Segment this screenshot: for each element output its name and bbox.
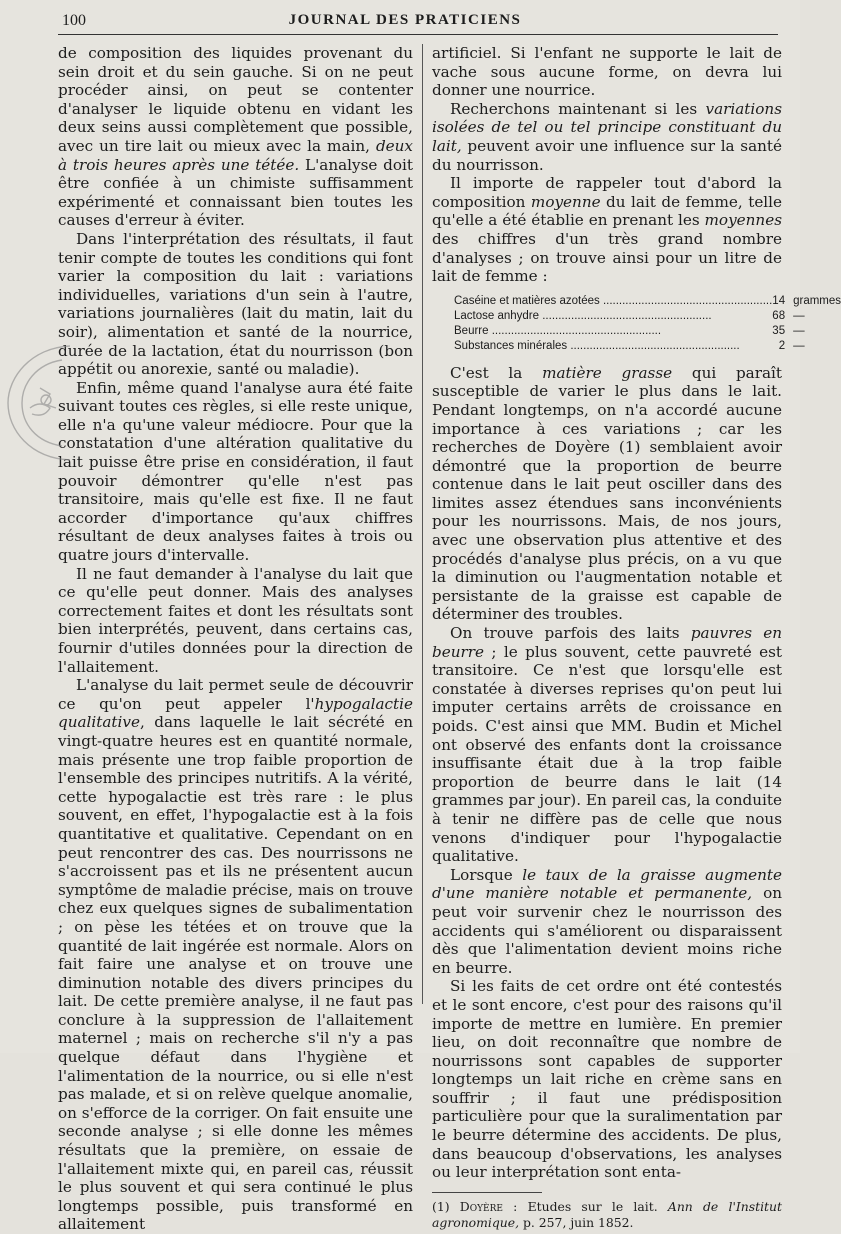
paragraph: Lorsque le taux de la graisse augmente d'une manière notable et permanente, on peut voir survenir chez le nourrisson des accidents qui s'améliorent ou disparaissent dès que l'alimentation devient moins riche en beurre. xyxy=(432,865,783,977)
component-name: Substances minérales xyxy=(454,339,568,352)
paragraph: Il ne faut demander à l'analyse du lait que ce qu'elle peut donner. Mais des analyses correctement faites et dont les résultats sont bien interprétés, peuvent, dans certains cas, fournir d'utiles données pour la direction de l'allaitement. xyxy=(58,564,413,676)
paragraph: Si les faits de cet ordre ont été contestés et le sont encore, c'est pour des raisons qu'il importe de mettre en lumière. En premier lieu, on doit reconnaître que nombre de nourrissons sont capables de supporter longtemps un lait riche en crème sans en souffrir ; il faut une prédisposition particulière pour que la suralimentation par le beurre détermine des accidents. De plus, dans beaucoup d'observations, les analyses ou leur interprétation sont enta- xyxy=(432,977,782,1182)
paragraph: artificiel. Si l'enfant ne supporte le lait de vache sous aucune forme, on devra lui donner une nourrice. xyxy=(432,44,782,100)
component-unit: grammes xyxy=(793,294,841,307)
header-rule xyxy=(58,34,778,35)
table-row xyxy=(454,324,841,339)
paragraph: Dans l'interprétation des résultats, il faut tenir compte de toutes les conditions qui font varier la composition du lait : variations individuelles, variations d'un sein à l'autre, variations journalières (lait du matin, lait du soir), alimentation et santé de la nourrice, durée de la lactation, état du nourrisson (bon appétit ou anorexie, santé ou maladie). xyxy=(58,229,413,379)
left-column xyxy=(58,44,413,1234)
library-stamp-icon xyxy=(0,338,80,468)
component-unit: — xyxy=(793,339,805,352)
table-row xyxy=(454,309,841,324)
page-header xyxy=(40,8,770,34)
component-name: Caséine et matières azotées xyxy=(454,294,600,307)
component-value: 35 xyxy=(772,324,786,337)
table-row xyxy=(454,339,841,354)
paragraph: C'est la matière grasse qui paraît susceptible de varier le plus dans le lait. Pendant longtemps, on n'a accordé aucune importance à ces variations ; car les recherches de Doyère (1) semblaient avoir démontré que la proportion de beurre contenue dans le lait peut osciller dans des limites assez étendues sans inconvénients pour les nourrissons. Mais, de nos jours, avec une observation plus attentive et des procédés d'analyse plus précis, on a vu que la diminution ou l'augmentation notable et persistante de la graisse est capable de déterminer des troubles. xyxy=(432,363,783,624)
composition-table xyxy=(454,294,841,354)
component-value: 14 xyxy=(772,294,786,307)
component-value: 2 xyxy=(778,339,786,352)
component-unit: — xyxy=(793,324,805,337)
footnote: (1) Doyère : Etudes sur le lait. Ann de l'Institut agronomique, p. 257, juin 1852. xyxy=(432,1198,782,1230)
column-divider xyxy=(422,44,423,1004)
component-name: Beurre xyxy=(454,324,489,337)
paragraph: de composition des liquides provenant du sein droit et du sein gauche. Si on ne peut procéder ainsi, on peut se contenter d'analyser le liquide obtenu en vidant les deux seins aussi complètement que possible, avec un tire lait ou mieux avec la main, deux à trois heures après une tétée. L'analyse doit être confiée à un chimiste suffisamment expérimenté et connaissant bien toutes les causes d'erreur à éviter. xyxy=(58,44,414,230)
right-column xyxy=(432,44,841,1231)
paragraph: Il importe de rappeler tout d'abord la composition moyenne du lait de femme, telle qu'elle a été établie en prenant les moyennes des chiffres d'un très grand nombre d'analyses ; on trouve ainsi pour un litre de lait de femme : xyxy=(432,174,783,286)
component-value: 68 xyxy=(772,309,786,322)
component-unit: — xyxy=(793,309,805,322)
table-row xyxy=(454,294,841,309)
paragraph: L'analyse du lait permet seule de découvrir ce qu'on peut appeler l'hypogalactie qualitative, dans laquelle le lait sécrété en vingt-quatre heures est en quantité normale, mais présente une trop faible proportion de l'ensemble des principes nutritifs. A la vérité, cette hypogalactie est très rare : le plus souvent, en effet, l'hypogalactie est à la fois quantitative et qualitative. Cependant on en peut rencontrer des cas. Des nourrissons ne s'accroissent pas et ils ne présentent aucun symptôme de maladie précise, mais on trouve chez eux quelques signes de subalimentation ; on pèse les tétées et on trouve que la quantité de lait ingérée est normale. Alors on fait faire une analyse et on trouve une diminution notable des divers principes du lait. De cette première analyse, il ne faut pas conclure à la suppression de l'allaitement maternel ; mais on recherche s'il n'y a pas quelque défaut dans l'hygiène et l'alimentation de la nourrice, ou si elle n'est pas malade, et si on relève quelque anomalie, on s'efforce de la corriger. On fait ensuite une seconde analyse ; si elle donne les mêmes résultats que la première, on essaie de l'allaitement mixte qui, en pareil cas, réussit le plus souvent et qui sera continué le plus longtemps possible, puis transformé en allaitement xyxy=(58,676,413,1234)
page-number: 100 xyxy=(62,12,86,29)
journal-title: JOURNAL DES PRATICIENS xyxy=(288,12,522,28)
paragraph: On trouve parfois des laits pauvres en beurre ; le plus souvent, cette pauvreté est transitoire. Ce n'est que lorsqu'elle est constatée à diverses reprises qu'on peut lui imputer certains arrêts de croissance en poids. C'est ainsi que MM. Budin et Michel ont observé des enfants dont la croissance insuffisante était due à la trop faible proportion de beurre dans le lait (14 grammes par jour). En pareil cas, la conduite à tenir ne diffère pas de celle que nous venons d'indiquer pour l'hypogalactie qualitative. xyxy=(432,624,782,866)
paragraph: Enfin, même quand l'analyse aura été faite suivant toutes ces règles, si elle reste unique, elle n'a qu'une valeur médiocre. Pour que la constatation d'une altération qualitative du lait puisse être prise en considération, il faut pouvoir démontrer qu'elle n'est pas transitoire, mais qu'elle est fixe. Il ne faut accorder d'importance qu'aux chiffres résultant de deux analyses faites à trois ou quatre jours d'intervalle. xyxy=(58,378,413,565)
paragraph: Recherchons maintenant si les variations isolées de tel ou tel principe constituant du lait, peuvent avoir une influence sur la santé du nourrisson. xyxy=(432,99,782,174)
component-name: Lactose anhydre xyxy=(454,309,540,322)
footnote-rule xyxy=(432,1192,542,1193)
